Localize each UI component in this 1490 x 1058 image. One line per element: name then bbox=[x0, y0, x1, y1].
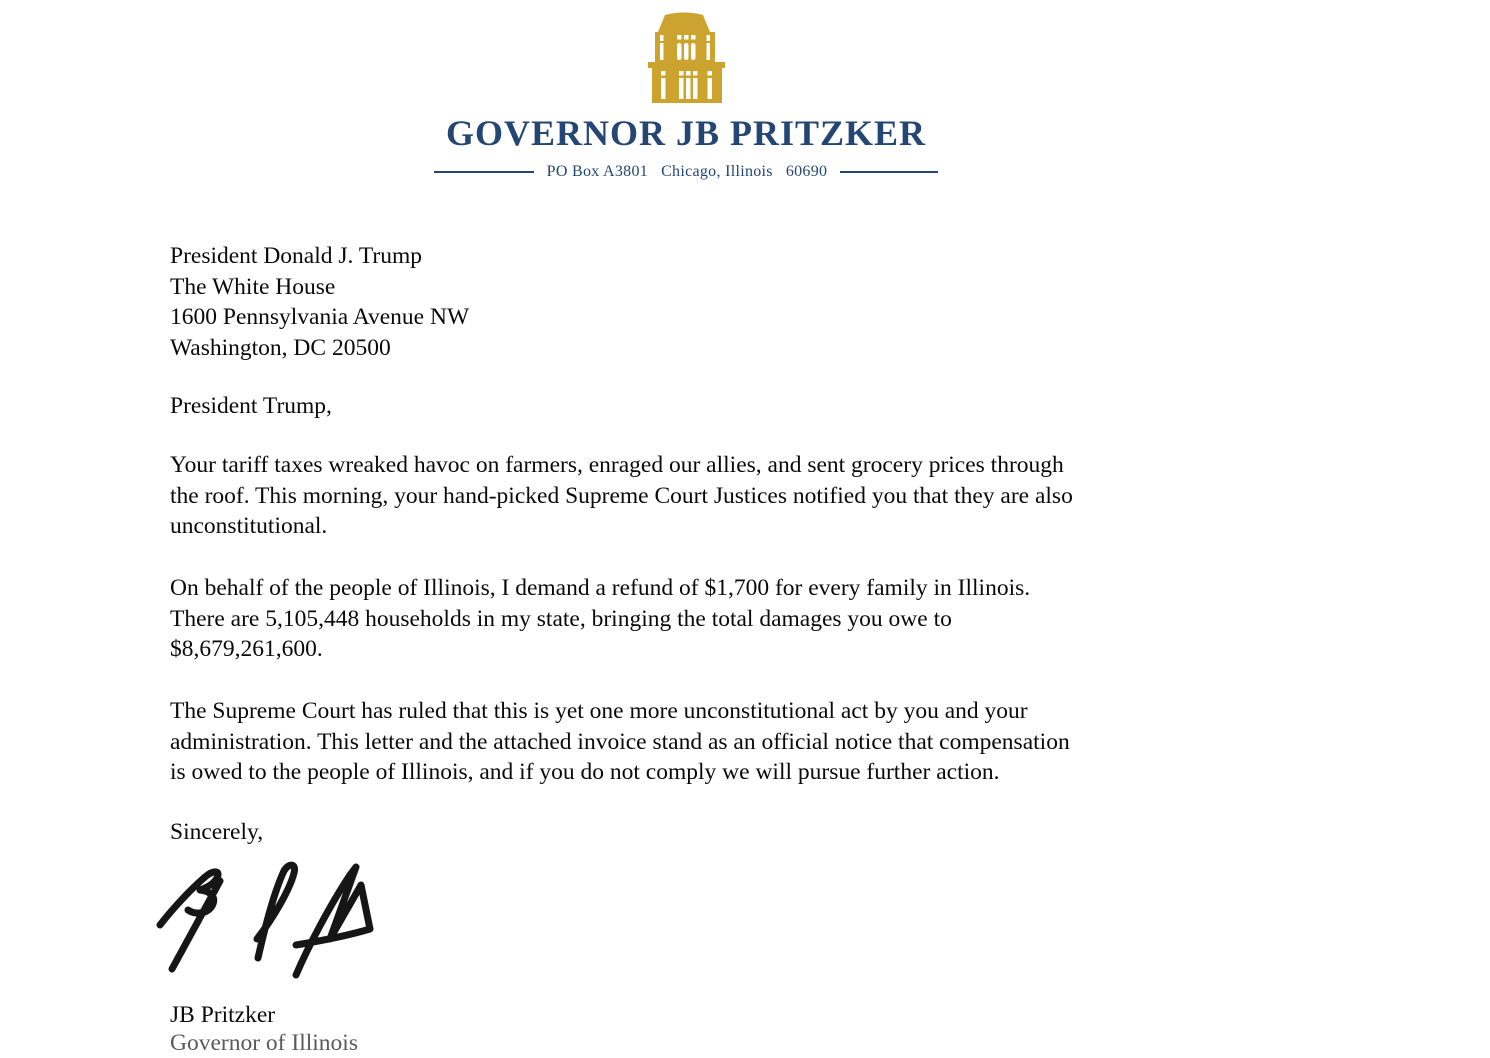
letterhead-zip: 60690 bbox=[785, 163, 828, 180]
salutation: President Trump, bbox=[170, 393, 332, 419]
signature-scrawl bbox=[150, 855, 390, 1000]
paragraph-line: unconstitutional. bbox=[170, 513, 328, 539]
signer-title-cutoff: Governor of Illinois bbox=[170, 1030, 358, 1056]
letterhead-contact-line bbox=[0, 163, 1372, 181]
body-paragraph bbox=[170, 450, 1073, 542]
valediction: Sincerely, bbox=[170, 819, 264, 845]
body-paragraph bbox=[170, 573, 1030, 665]
paragraph-line: is owed to the people of Illinois, and if you do not comply we will pursue further action. bbox=[170, 759, 1000, 785]
letterhead-rule-right bbox=[840, 171, 938, 173]
paragraph-line: On behalf of the people of Illinois, I demand a refund of $1,700 for every family in Illinois. bbox=[170, 575, 1031, 601]
letterhead-rule-left bbox=[434, 171, 534, 173]
letterhead-title: GOVERNOR JB PRITZKER bbox=[445, 113, 927, 153]
paragraph-line: The Supreme Court has ruled that this is yet one more unconstitutional act by you and your bbox=[170, 698, 1028, 724]
letterhead-po-box: PO Box A3801 bbox=[546, 163, 649, 180]
recipient-line: 1600 Pennsylvania Avenue NW bbox=[170, 304, 470, 330]
body-paragraph bbox=[170, 696, 1070, 788]
recipient-line: President Donald J. Trump bbox=[170, 243, 422, 269]
letterhead bbox=[0, 0, 1372, 200]
signer-name: JB Pritzker bbox=[170, 1002, 276, 1028]
recipient-address bbox=[170, 241, 469, 363]
paragraph-line: the roof. This morning, your hand-picked Supreme Court Justices notified you that they are also bbox=[170, 482, 1073, 509]
recipient-line: The White House bbox=[170, 273, 336, 300]
paragraph-line: $8,679,261,600. bbox=[170, 636, 323, 662]
paragraph-line: There are 5,105,448 households in my state, bringing the total damages you owe to bbox=[170, 605, 952, 632]
paragraph-line: Your tariff taxes wreaked havoc on farmers, enraged our allies, and sent grocery prices through bbox=[170, 452, 1064, 478]
paragraph-line: administration. This letter and the attached invoice stand as an official notice that compensation bbox=[170, 728, 1070, 755]
capitol-dome-icon bbox=[648, 13, 726, 103]
recipient-line: Washington, DC 20500 bbox=[170, 334, 391, 361]
letterhead-city: Chicago, Illinois bbox=[661, 163, 773, 180]
